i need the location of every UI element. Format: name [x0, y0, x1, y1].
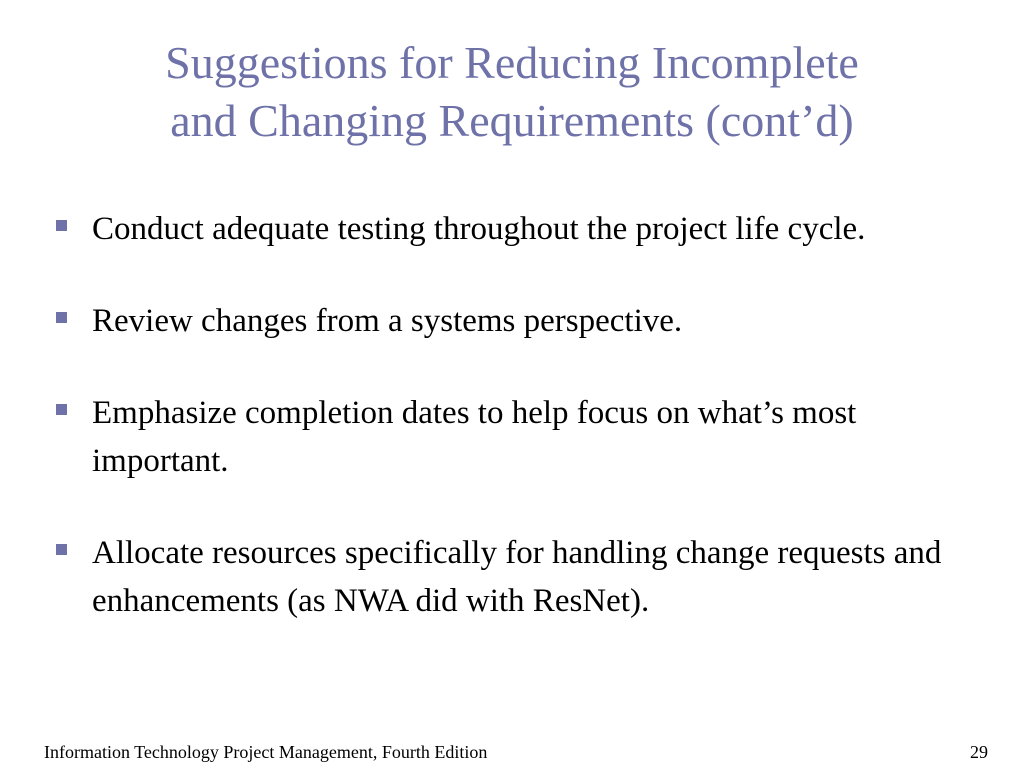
bullet-text: Review changes from a systems perspective.	[92, 303, 683, 339]
square-bullet-icon	[56, 312, 67, 323]
square-bullet-icon	[56, 404, 67, 415]
page-number: 29	[970, 742, 988, 762]
bullet-item	[56, 389, 986, 485]
slide-title-line-2: and Changing Requirements (cont’d)	[170, 95, 854, 146]
slide-title	[60, 34, 964, 150]
bullet-text: Allocate resources specifically for handling change requests and enhancements (as NWA did with ResNet).	[92, 535, 942, 619]
bullet-text: Emphasize completion dates to help focus on what’s most important.	[92, 395, 857, 479]
square-bullet-icon	[56, 544, 67, 555]
bullet-item	[56, 529, 986, 625]
square-bullet-icon	[56, 220, 67, 231]
bullet-item	[56, 205, 986, 253]
footer-text: Information Technology Project Management, Fourth Edition	[44, 742, 488, 762]
bullet-text: Conduct adequate testing throughout the project life cycle.	[92, 211, 866, 247]
bullet-item	[56, 297, 986, 345]
slide-title-line-1: Suggestions for Reducing Incomplete	[165, 37, 859, 88]
bullet-list	[56, 205, 986, 669]
